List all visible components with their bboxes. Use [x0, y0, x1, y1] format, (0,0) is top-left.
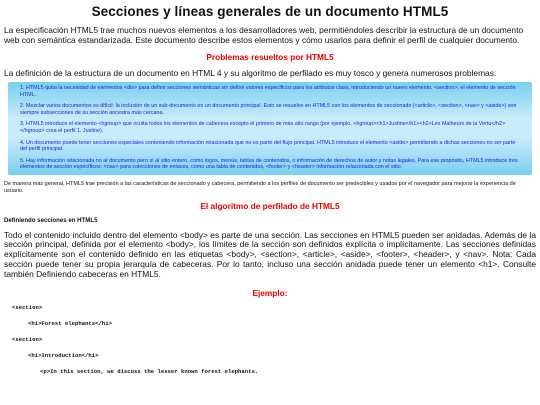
problem-item: 2. Mezclar varios documentos es difícil: la inclusión de un sub-documento en un documento principal. Esto se resuelve en HTML5 con los elementos de seccionado (<article>, <section>, <nav> y <aside>) son siempre subsecciones de su sección ancestra más cercana. [20, 103, 517, 116]
code-example [4, 304, 536, 375]
problem-item: 4. Un documento puede tener secciones especiales conteniendo información relacionada que no es parte del flujo principal. HTML5 introduce el elemento <aside> permitiendo a dichas secciones no ser parte del perfil principal. [20, 139, 516, 153]
problems-summary: De manera más general, HTML5 trae precisión a las características de seccionado y cabecera, permitiendo a los perfiles de documento ser predecibles y usados por el navegador para mejorar la experiencia de usuario. [4, 180, 516, 194]
problems-heading: Problemas resueltos por HTML5 [206, 52, 334, 62]
problem-item: 3. HTML5 introduce el elemento <hgroup> que oculta todos los elementos de cabecera excepto el primero de más alto rango (por ejemplo, <hgroup><h1>Justine</h1><h2>Les Malheurs de la Vertu</h2></hgroup> crea el perfil 1. Justine). [20, 121, 506, 134]
intro-paragraph: La especificación HTML5 trae muchos nuevos elementos a los desarrolladores web, permitiéndoles describir la estructura de un documento web con semántica estandarizada. Este documento describe estos elementos y cómo usarlos para definir el perfil de cualquier documento. [4, 25, 524, 45]
code-line: <section> [12, 335, 43, 343]
algorithm-subheading: Definiendo secciones en HTML5 [4, 216, 98, 224]
page-title: Secciones y líneas generales de un documento HTML5 [91, 4, 449, 19]
problems-list-box [8, 82, 532, 175]
code-line: <h1>Forest elephants</h1> [28, 319, 112, 327]
problem-item: 5. Hay información relacionada no al documento pero sí al sitio entero, como logos, menús, tablas de contenidos, o información de derechos de autor y notas legales. Para ese propósito, HTML5 introduce tres elementos de sección específicos: <nav> para colecciones de enlaces, como una tabla de contenidos, <footer> y <header> información relacionada con el sitio. [20, 157, 518, 171]
code-line: <h1>Introduction</h1> [28, 351, 99, 359]
code-line: <section> [12, 303, 43, 311]
problem-item: 1. HTML5 quita la necesidad de elementos <div> para definir secciones semánticas sin definir valores específicos para los atributos class, introduciendo un nuevo elemento, <section>, el elemento de sección HTML. [20, 85, 516, 98]
algorithm-body: Todo el contenido incluido dentro del elemento <body> es parte de una sección. Las secciones en HTML5 pueden ser anidadas. Además de la sección principal, definida por el elemento <body>, los límites de la sección son definidos explícita o implícitamente. Las secciones definidas explícitamente son el contenido definido en las etiquetas <body>, <section>, <article>, <aside>, <footer>, <header>, y <nav>. Nota: Cada sección puede tener su propia jerarquía de cabeceras. Por lo tanto, incluso una sección anidada puede tener un elemento <h1>. Consulte también Definiendo cabeceras en HTML5. [4, 229, 536, 279]
example-heading: Ejemplo: [252, 287, 288, 298]
algorithm-heading: El algoritmo de perfilado de HTML5 [200, 200, 340, 211]
problems-lead: La definición de la estructura de un documento en HTML 4 y su algoritmo de perfilado es muy tosco y genera numerosos problemas: [4, 68, 497, 78]
code-line: <p>In this section, we discuss the lesser known forest elephants. [40, 367, 259, 375]
